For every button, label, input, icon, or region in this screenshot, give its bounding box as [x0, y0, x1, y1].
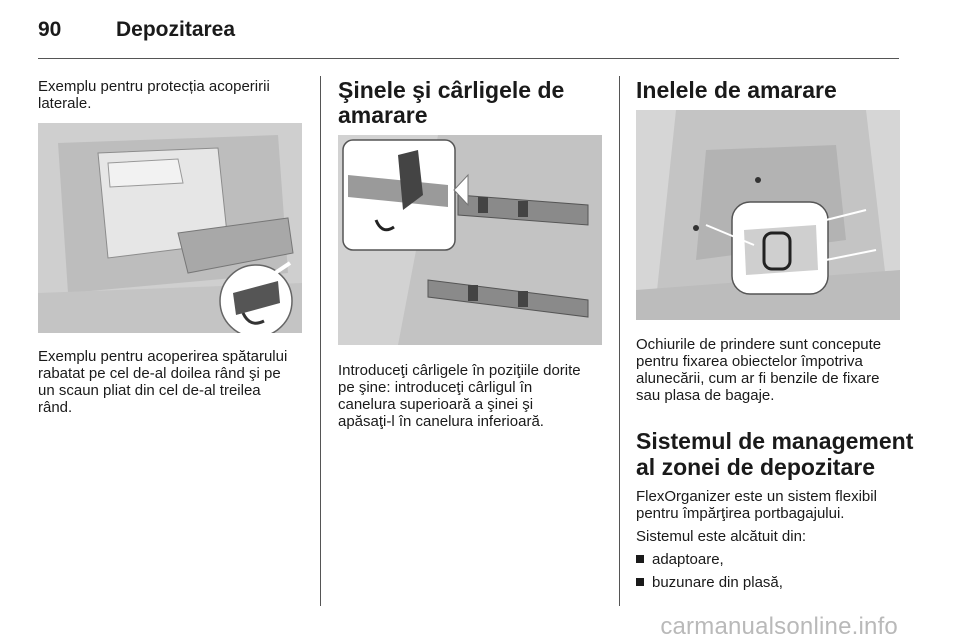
tie-down-body-line-3: alunecării, cum ar fi benzile de fixare [636, 370, 880, 387]
list-item-label: adaptoare, [652, 551, 724, 568]
cargo-cover-figure [38, 123, 302, 333]
column-divider-2 [619, 76, 620, 606]
rails-hooks-heading-line-2: amarare [338, 102, 428, 128]
column-divider-1 [320, 76, 321, 606]
flexorganizer-line-1: FlexOrganizer este un sistem flexibil [636, 488, 877, 505]
page-number: 90 [38, 18, 62, 41]
bullet-square-icon [636, 578, 644, 586]
tie-down-body-line-2: pentru fixarea obiectelor împotriva [636, 353, 863, 370]
caption-bottom-line-3: un scaun pliat din cel de-al treilea [38, 382, 261, 399]
tie-down-body-line-4: sau plasa de bagaje. [636, 387, 775, 404]
caption-bottom-line-2: rabatat pe cel de-al doilea rând şi pe [38, 365, 281, 382]
rails-hooks-figure [338, 135, 602, 345]
rails-body-line-2: pe şine: introduceţi cârligul în [338, 379, 533, 396]
storage-management-heading-line-2: al zonei de depozitare [636, 454, 875, 480]
tie-down-heading: Inelele de amarare [636, 77, 837, 103]
tie-down-body-line-1: Ochiurile de prindere sunt concepute [636, 336, 882, 353]
rails-hooks-heading-line-1: Şinele şi cârligele de [338, 77, 565, 103]
section-title: Depozitarea [116, 18, 236, 41]
rails-body-line-1: Introduceţi cârligele în poziţiile dorite [338, 362, 581, 379]
caption-top-line-1: Exemplu pentru protecția acoperirii [38, 78, 270, 95]
list-item-label: buzunare din plasă, [652, 574, 783, 591]
header-divider [38, 58, 899, 59]
bullet-square-icon [636, 555, 644, 563]
tie-down-eyes-figure [636, 110, 900, 320]
storage-management-heading-line-1: Sistemul de management [636, 428, 914, 454]
caption-bottom-line-1: Exemplu pentru acoperirea spătarului [38, 348, 288, 365]
rails-body-line-4: apăsaţi-l în canelura inferioară. [338, 413, 544, 430]
rails-body-line-3: canelura superioară a şinei şi [338, 396, 534, 413]
list-intro: Sistemul este alcătuit din: [636, 528, 807, 545]
list-item [636, 551, 724, 568]
flexorganizer-line-2: pentru împărţirea portbagajului. [636, 505, 845, 522]
caption-bottom-line-4: rând. [38, 399, 73, 416]
list-item [636, 574, 783, 591]
caption-top-line-2: laterale. [38, 95, 92, 112]
watermark: carmanualsonline.info [660, 613, 898, 640]
